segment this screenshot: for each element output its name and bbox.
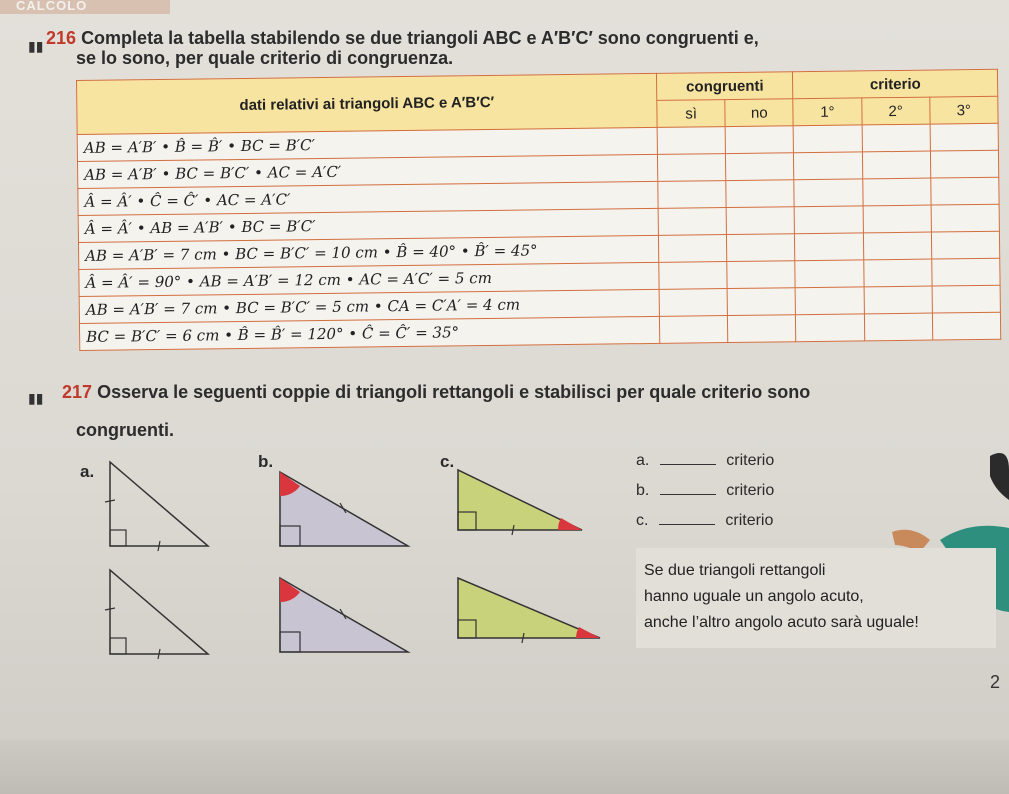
triangle-c-top: [458, 470, 582, 535]
chapter-header-label: CALCOLO: [16, 0, 88, 13]
table-subheader-si: sì: [657, 100, 725, 128]
row-data: AB = A′B′ • B̂ = B̂′ • BC = B′C′: [77, 127, 657, 161]
difficulty-icon: ▮▮: [28, 390, 44, 406]
answer-c-word: criterio: [725, 512, 774, 529]
row-data: AB = A′B′ = 7 cm • BC = B′C′ = 10 cm • B̂ = 40° • B̂′ = 45°: [78, 235, 658, 269]
answer-a: [636, 452, 774, 470]
answer-a-blank[interactable]: [660, 464, 716, 465]
table-subheader-2: 2°: [861, 97, 929, 125]
ex216-number: 216: [46, 28, 77, 48]
pair-label-b: b.: [258, 452, 274, 471]
triangle-a-bottom: [105, 570, 208, 659]
answer-c-letter: c.: [636, 512, 649, 529]
answer-b-word: criterio: [726, 482, 775, 499]
triangle-a-top: [105, 462, 208, 551]
triangle-b-top: [280, 472, 408, 546]
page-bottom-shadow: [0, 740, 1009, 794]
answer-a-word: criterio: [726, 452, 775, 469]
ex216-text-1: Completa la tabella stabilendo se due triangoli ABC e A′B′C′ sono congruenti e,: [81, 28, 759, 48]
pair-label-c: c.: [440, 452, 455, 471]
table-header-congruenti: congruenti: [657, 72, 794, 101]
row-data: AB = A′B′ = 7 cm • BC = B′C′ = 5 cm • CA = C′A′ = 4 cm: [79, 289, 659, 323]
row-data: Â = Â′ = 90° • AB = A′B′ = 12 cm • AC = A′C′ = 5 cm: [79, 262, 659, 296]
answer-c: [636, 512, 773, 530]
answer-b: [636, 482, 774, 500]
answer-b-blank[interactable]: [660, 494, 716, 495]
row-data: Â = Â′ • AB = A′B′ • BC = B′C′: [78, 208, 658, 242]
row-data: Â = Â′ • Ĉ = Ĉ′ • AC = A′C′: [78, 181, 658, 215]
table-header-criterio: criterio: [793, 69, 998, 98]
table-subheader-1: 1°: [793, 98, 861, 126]
ex217-title-line2: congruenti.: [76, 420, 174, 440]
ex217-number: 217: [62, 382, 93, 402]
page-number: 2: [990, 672, 1001, 692]
ex216-title-line2: se lo sono, per quale criterio di congruenza.: [76, 48, 454, 68]
table-header-data: dati relativi ai triangoli ABC e A′B′C′: [77, 73, 658, 134]
ex217-text-1: Osserva le seguenti coppie di triangoli rettangoli e stabilisci per quale criterio sono: [97, 382, 811, 402]
difficulty-icon: ▮▮: [28, 38, 44, 54]
table-subheader-no: no: [725, 99, 793, 127]
hint-box: [636, 548, 996, 648]
answer-a-letter: a.: [636, 452, 650, 469]
answer-b-letter: b.: [636, 482, 650, 499]
row-data: BC = B′C′ = 6 cm • B̂ = B̂′ = 120° • Ĉ = Ĉ′ = 35°: [79, 316, 659, 350]
triangle-b-bottom: [280, 578, 408, 652]
hint-line-2: hanno uguale un angolo acuto,: [644, 588, 864, 605]
row-data: AB = A′B′ • BC = B′C′ • AC = A′C′: [77, 154, 657, 188]
triangle-c-bottom: [458, 578, 600, 643]
answer-c-blank[interactable]: [659, 524, 715, 525]
hint-line-1: Se due triangoli rettangoli: [644, 562, 826, 579]
table-subheader-3: 3°: [930, 96, 999, 124]
hint-line-3: anche l’altro angolo acuto sarà uguale!: [644, 614, 919, 631]
pair-label-a: a.: [80, 462, 95, 481]
